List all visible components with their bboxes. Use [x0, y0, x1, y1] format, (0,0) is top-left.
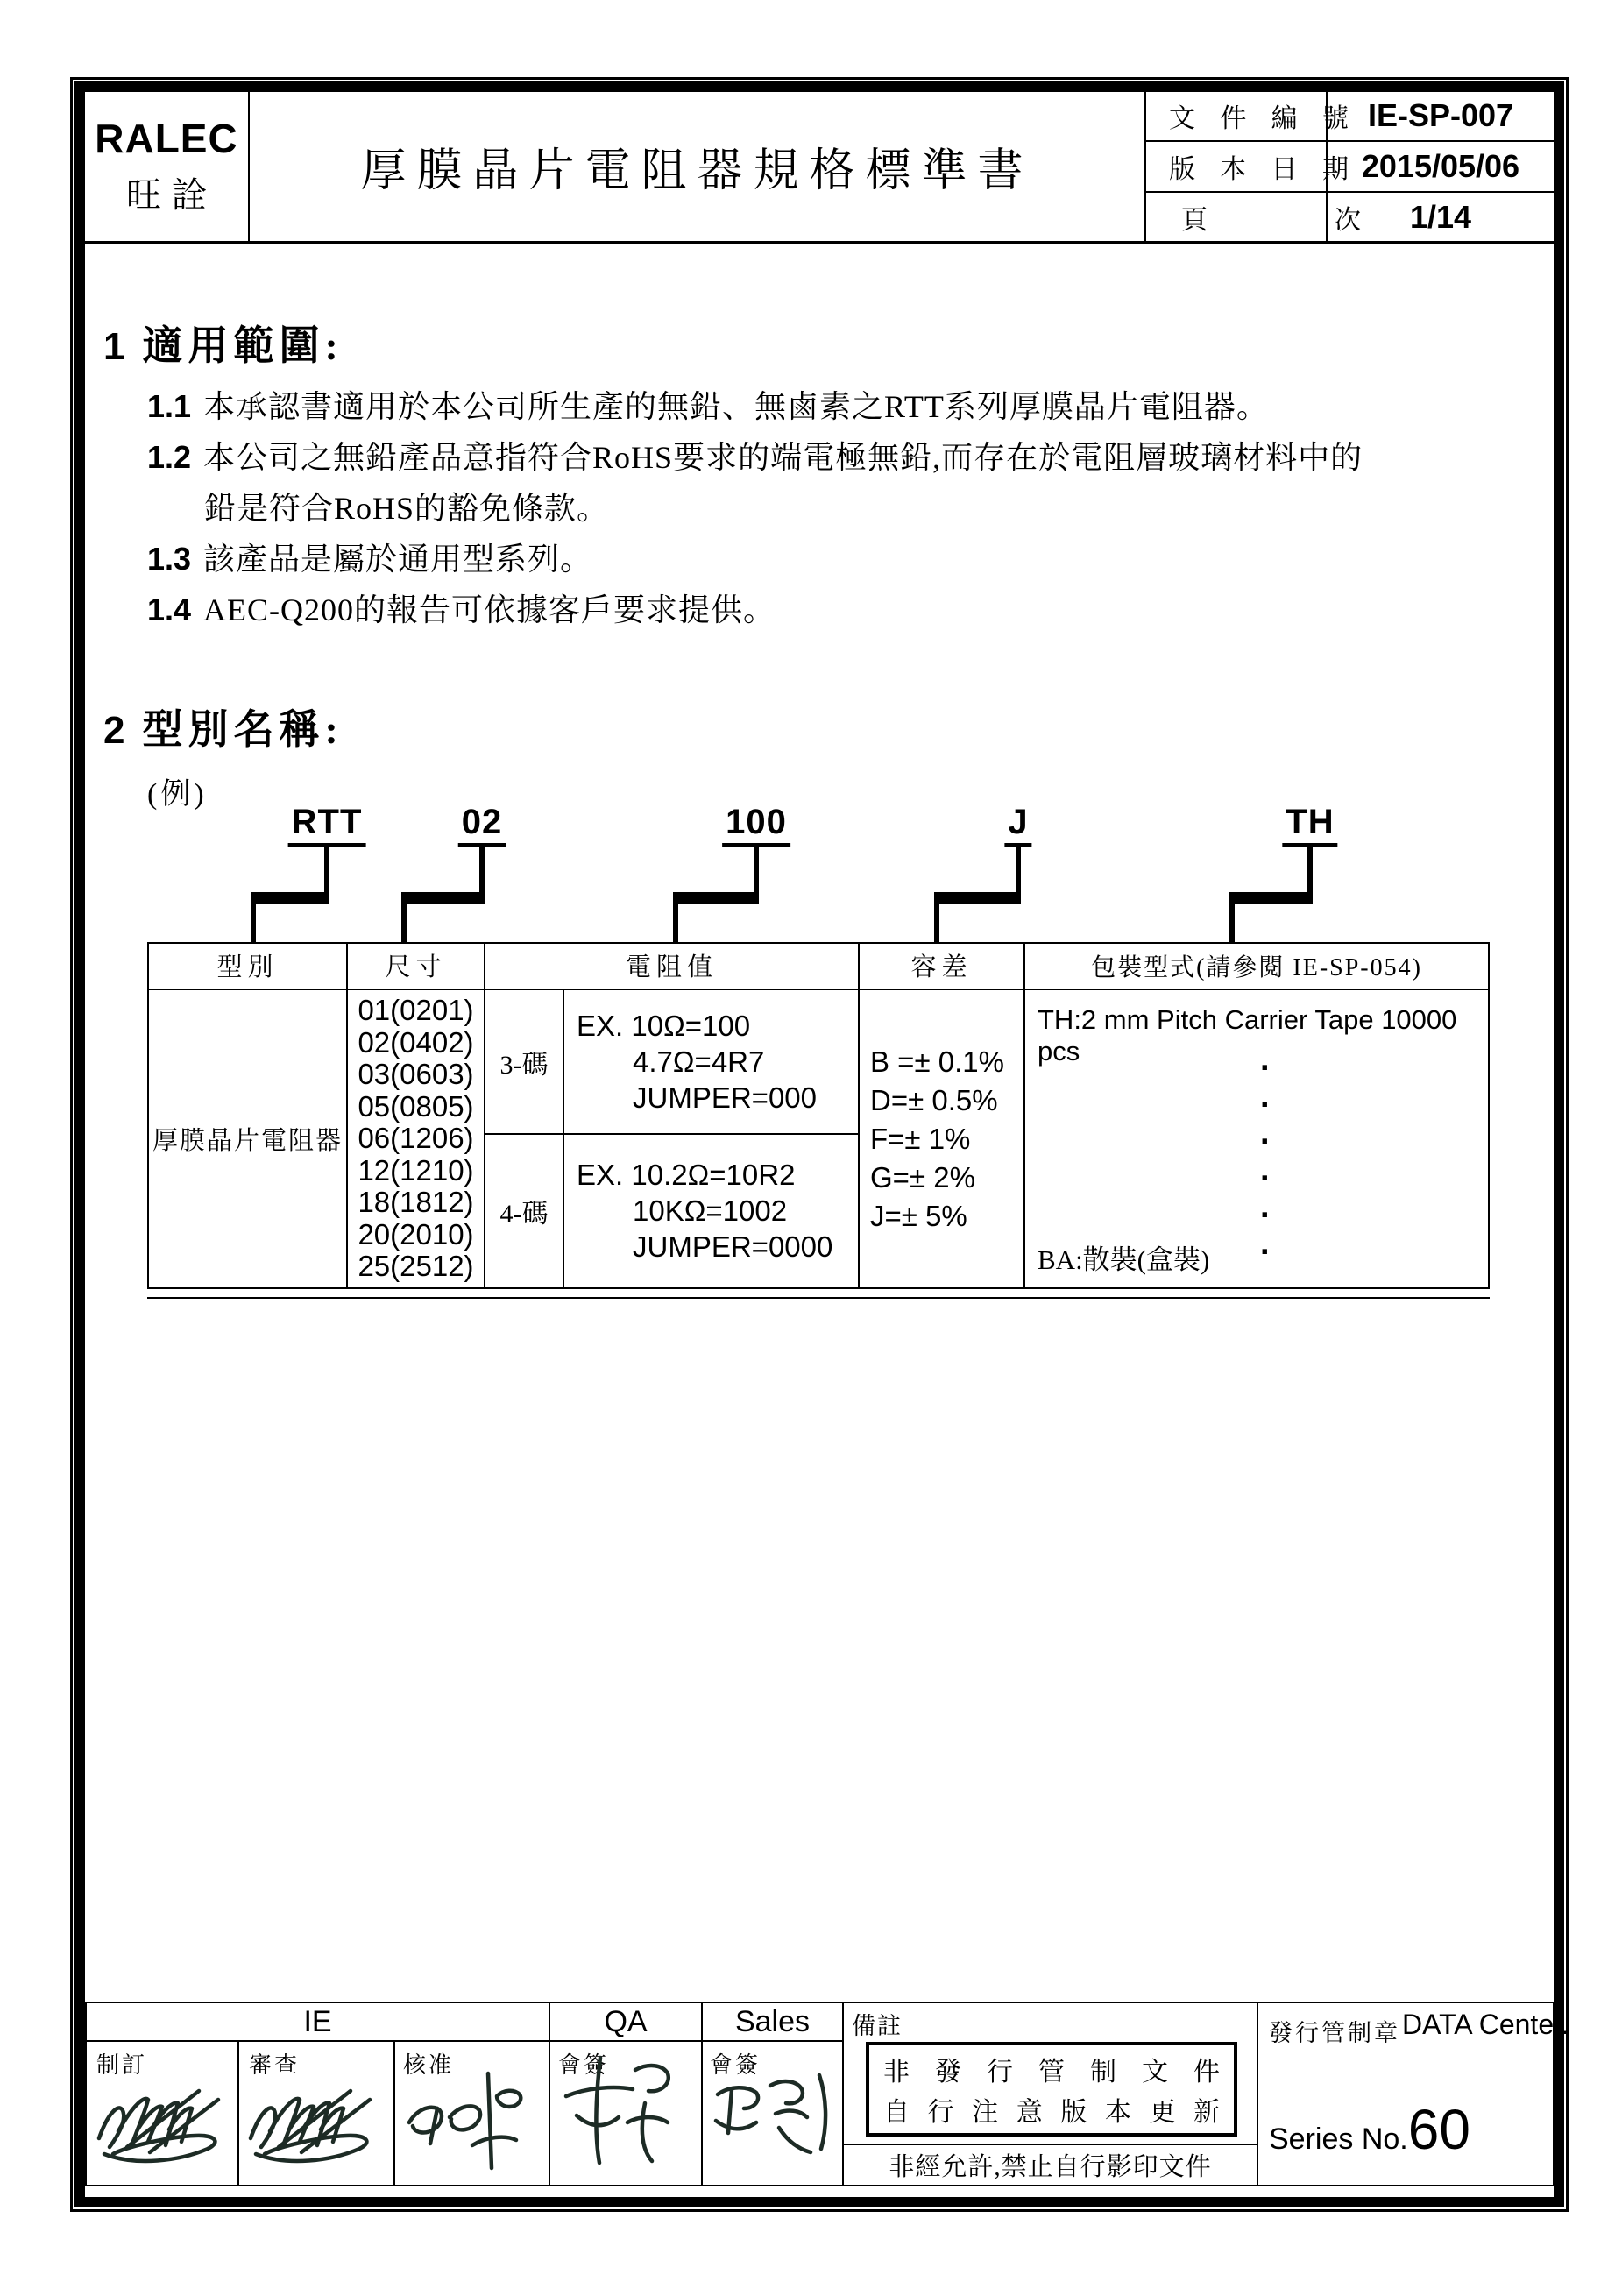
example-label: (例)	[147, 778, 208, 811]
connector-line	[673, 892, 759, 904]
tolerance-item: G=± 2%	[870, 1160, 975, 1194]
size-item: 18(1812)	[358, 1186, 474, 1219]
footer-rule	[237, 2042, 239, 2185]
table-header-size: 尺寸	[385, 953, 447, 981]
example-line: 10KΩ=1002	[633, 1194, 788, 1227]
table-header-packaging: 包裝型式(請參閱 IE-SP-054)	[1091, 953, 1422, 981]
section1-item: 1.1 本承認書適用於本公司所生產的無鉛、無鹵素之RTT系列厚膜晶片電阻器。	[147, 388, 1269, 424]
table-header-resistance: 電阻值	[625, 953, 718, 981]
packaging-ba: BA:散裝(盒裝)	[1038, 1244, 1210, 1275]
section2-title: 型別名稱:	[142, 707, 344, 752]
connector-line	[754, 845, 759, 896]
sign-label-countersign-qa: 會簽	[558, 2052, 610, 2078]
section1-heading	[103, 314, 344, 372]
meta-label-version-date: 版本日期	[1169, 155, 1349, 184]
connector-line	[673, 902, 678, 943]
connector-line	[479, 845, 485, 896]
table-header-type: 型別	[216, 953, 279, 981]
seal-value: DATA Center.	[1402, 2009, 1569, 2040]
logo-subtext: 旺詮	[126, 175, 217, 215]
cell-tolerances	[860, 990, 1023, 1287]
connector-line	[401, 902, 407, 943]
example-line: EX. 10Ω=100	[577, 1010, 751, 1042]
size-item: 02(0402)	[358, 1025, 474, 1059]
sign-label-countersign-sales: 會簽	[710, 2052, 761, 2078]
logo-text: RALEC	[95, 116, 238, 161]
table-header-tolerance: 容差	[910, 953, 973, 981]
connector-line	[934, 892, 1021, 904]
remark-box	[866, 2042, 1237, 2137]
remark-box-line: 自行注意版本更新	[883, 2097, 1220, 2127]
signature-review	[244, 2066, 384, 2176]
sign-label-review: 審查	[249, 2052, 301, 2078]
cell-size-list	[348, 990, 484, 1287]
meta-label-doc-number: 文件編號	[1169, 104, 1349, 133]
cell-packaging	[1025, 990, 1488, 1287]
page-title: 厚膜晶片電阻器規格標準書	[360, 146, 1034, 196]
table-bottom-double-rule	[147, 1297, 1490, 1299]
dept-header-sales: Sales	[734, 2004, 811, 2038]
remark-bottom-text: 非經允許,禁止自行影印文件	[889, 2153, 1212, 2181]
code-tolerance: J	[1004, 803, 1031, 847]
footer-rule	[1257, 2003, 1258, 2185]
meta-label-page: 頁次	[1181, 205, 1361, 235]
section1-number: 1	[103, 325, 125, 368]
cell-example-3digit	[564, 990, 858, 1133]
example-line: EX. 10.2Ω=10R2	[577, 1158, 796, 1191]
size-item: 01(0201)	[358, 994, 474, 1027]
section1-item: 1.3 該產品是屬於通用型系列。	[147, 541, 593, 577]
connector-line	[1229, 902, 1235, 943]
packaging-ellipsis: . . . . . .	[1260, 1041, 1270, 1262]
meta-value-version-date: 2015/05/06	[1361, 148, 1520, 184]
section1-item: 1.2 本公司之無鉛產品意指符合RoHS要求的端電極無鉛,而存在於電阻層玻璃材料中的	[147, 439, 1363, 475]
section2-heading	[103, 698, 344, 755]
code-packaging: TH	[1282, 803, 1337, 847]
example-line: JUMPER=000	[633, 1081, 818, 1114]
dept-header-ie: IE	[303, 2004, 332, 2038]
footer-rule	[87, 2040, 842, 2042]
cell-type-name: 厚膜晶片電阻器	[152, 1127, 343, 1155]
tolerance-item: B =± 0.1%	[870, 1045, 1004, 1078]
remark-box-line: 非發行管制文件	[883, 2058, 1220, 2087]
size-item: 06(1206)	[358, 1122, 474, 1155]
sign-label-draft: 制訂	[96, 2052, 148, 2078]
cell-code-4digit: 4-碼	[499, 1200, 549, 1229]
connector-line	[251, 892, 329, 904]
signature-countersign-sales	[705, 2051, 837, 2178]
header-bottom-rule	[85, 241, 1554, 244]
section1-item: 1.4 AEC-Q200的報告可依據客戶要求提供。	[147, 592, 776, 627]
meta-value-doc-number: IE-SP-007	[1367, 97, 1514, 133]
connector-line	[401, 892, 485, 904]
remark-label: 備註	[852, 2013, 903, 2039]
signature-approve	[399, 2059, 543, 2182]
packaging-th: TH:2 mm Pitch Carrier Tape 10000 pcs	[1038, 1004, 1457, 1067]
code-series: RTT	[288, 803, 366, 847]
series-number	[1269, 2098, 1470, 2161]
tolerance-item: F=± 1%	[870, 1122, 971, 1155]
series-label: Series No.	[1269, 2122, 1408, 2156]
section2-number: 2	[103, 709, 125, 752]
connector-line	[1307, 845, 1313, 896]
seal-label: 發行管制章	[1269, 2020, 1400, 2046]
signature-countersign-qa	[552, 2042, 697, 2178]
size-item: 20(2010)	[358, 1217, 474, 1251]
signature-draft	[92, 2066, 232, 2176]
company-logo	[85, 91, 248, 241]
code-resistance: 100	[722, 803, 790, 847]
section1-title: 適用範圍:	[142, 323, 344, 368]
cell-code-3digit: 3-碼	[499, 1050, 549, 1080]
connector-line	[1229, 892, 1313, 904]
connector-line	[324, 845, 329, 896]
size-item: 12(1210)	[358, 1153, 474, 1187]
cell-example-4digit	[564, 1135, 858, 1286]
connector-line	[251, 902, 256, 943]
example-line: 4.7Ω=4R7	[633, 1045, 765, 1078]
sign-label-approve: 核准	[403, 2052, 455, 2078]
size-item: 05(0805)	[358, 1089, 474, 1123]
tolerance-item: J=± 5%	[870, 1199, 967, 1232]
tolerance-item: D=± 0.5%	[870, 1083, 998, 1116]
code-size: 02	[458, 803, 506, 847]
footer-rule	[393, 2042, 395, 2185]
meta-value-page: 1/14	[1409, 198, 1472, 235]
example-line: JUMPER=0000	[633, 1229, 833, 1263]
connector-line	[934, 902, 939, 943]
dept-header-qa: QA	[604, 2004, 648, 2038]
connector-line	[1016, 845, 1021, 896]
section1-item-continued: 鉛是符合RoHS的豁免條款。	[204, 491, 610, 526]
size-item: 03(0603)	[358, 1058, 474, 1091]
size-item: 25(2512)	[358, 1250, 474, 1283]
series-value: 60	[1407, 2098, 1470, 2161]
